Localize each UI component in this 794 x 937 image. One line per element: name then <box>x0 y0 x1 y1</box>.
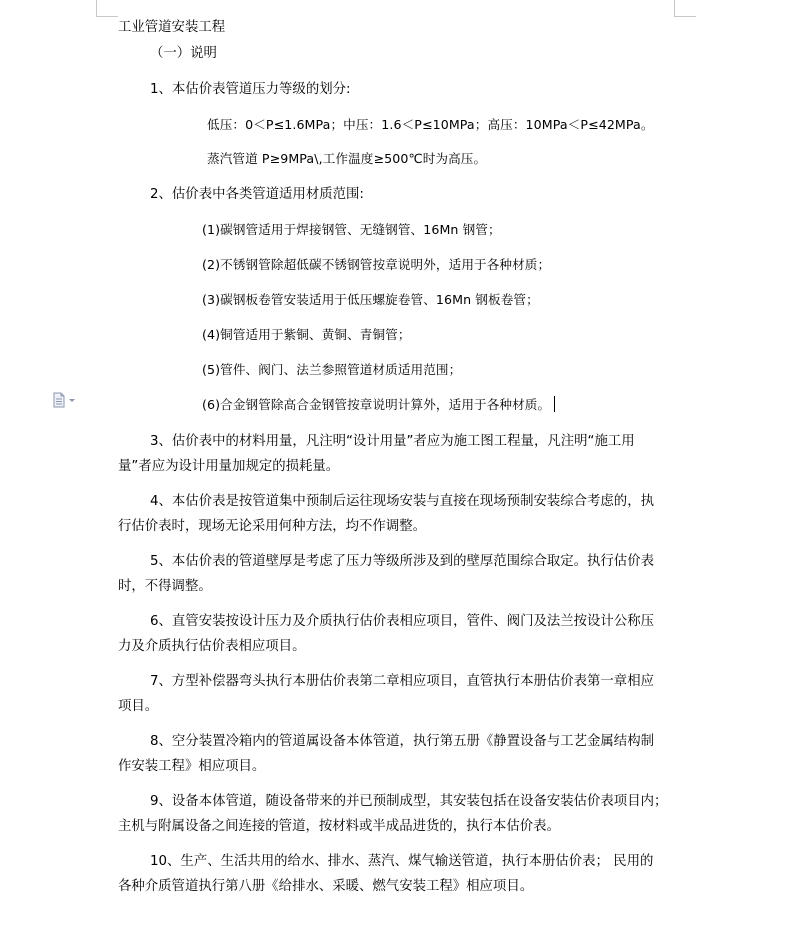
text-cursor <box>554 396 555 412</box>
paragraph-4-line-2: 行估价表时，现场无论采用何种方法，均不作调整。 <box>118 519 426 534</box>
paragraph-4-line-1: 4、本估价表是按管道集中预制后运往现场安装与直接在现场预制安装综合考虑的，执 <box>150 494 654 509</box>
paragraph-8 <box>118 729 674 779</box>
paragraph-5 <box>118 549 674 599</box>
paragraph-8-line-1: 8、空分装置冷箱内的管道属设备本体管道，执行第五册《静置设备与工艺金属结构制 <box>150 734 654 749</box>
crop-mark-top-right-h <box>674 16 696 17</box>
crop-mark-top-left <box>96 0 97 16</box>
material-item-5: (5)管件、阀门、法兰参照管道材质适用范围； <box>202 362 462 377</box>
paragraph-10-line-1: 10、生产、生活共用的给水、排水、蒸汽、煤气输送管道，执行本册估价表； 民用的 <box>150 854 654 869</box>
paragraph-9-line-2: 主机与附属设备之间连接的管道，按材料或半成品进货的，执行本估价表。 <box>118 819 560 834</box>
material-item-4: (4)铜管适用于紫铜、黄铜、青铜管； <box>202 327 411 342</box>
paragraph-3-line-2: 量”者应为设计用量加规定的损耗量。 <box>118 459 340 474</box>
paragraph-7-line-1: 7、方型补偿器弯头执行本册估价表第二章相应项目，直管执行本册估价表第一章相应 <box>150 674 654 689</box>
paragraph-3-line-1: 3、估价表中的材料用量，凡注明“设计用量”者应为施工图工程量，凡注明“施工用 <box>150 434 635 449</box>
material-item-2: (2)不锈钢管除超低碳不锈钢管按章说明外，适用于各种材质； <box>202 257 551 272</box>
item-2-heading: 2、估价表中各类管道适用材质范围: <box>150 187 364 202</box>
item-1-heading: 1、本估价表管道压力等级的划分: <box>150 82 351 97</box>
paragraph-5-line-1: 5、本估价表的管道壁厚是考虑了压力等级所涉及到的壁厚范围综合取定。执行估价表 <box>150 554 654 569</box>
paragraph-6-line-2: 力及介质执行估价表相应项目。 <box>118 639 306 654</box>
steam-pipe-line: 蒸汽管道 P≥9MPa\,工作温度≥500℃时为高压。 <box>207 151 487 166</box>
paragraph-7 <box>118 669 674 719</box>
crop-mark-top-left-h <box>96 16 118 17</box>
paragraph-5-line-2: 时，不得调整。 <box>118 579 212 594</box>
crop-mark-top-right <box>674 0 675 16</box>
paragraph-10-line-2: 各种介质管道执行第八册《给排水、采暖、燃气安装工程》相应项目。 <box>118 879 534 894</box>
paragraph-3 <box>118 429 674 479</box>
paragraph-4 <box>118 489 674 539</box>
paragraph-8-line-2: 作安装工程》相应项目。 <box>118 759 266 774</box>
material-item-6: (6)合金钢管除高合金钢管按章说明计算外，适用于各种材质。 <box>202 397 551 412</box>
pressure-levels-line: 低压：0＜P≤1.6MPa；中压：1.6＜P≤10MPa；高压：10MPa＜P≤42MPa。 <box>207 117 654 132</box>
document-dropdown-icon[interactable] <box>52 392 78 408</box>
document-title: 工业管道安装工程 <box>118 20 226 35</box>
paragraph-6-line-1: 6、直管安装按设计压力及介质执行估价表相应项目，管件、阀门及法兰按设计公称压 <box>150 614 654 629</box>
paragraph-9 <box>118 789 674 839</box>
material-item-1: (1)碳钢管适用于焊接钢管、无缝钢管、16Mn 钢管； <box>202 222 501 237</box>
paragraph-6 <box>118 609 674 659</box>
paragraph-10 <box>118 849 674 899</box>
paragraph-9-line-1: 9、设备本体管道，随设备带来的并已预制成型，其安装包括在设备安装估价表项目内； <box>150 794 668 809</box>
paragraph-7-line-2: 项目。 <box>118 699 159 714</box>
section-heading: （一）说明 <box>150 46 217 61</box>
material-item-6-row[interactable] <box>202 396 555 414</box>
material-item-3: (3)碳钢板卷管安装适用于低压螺旋卷管、16Mn 钢板卷管； <box>202 292 539 307</box>
